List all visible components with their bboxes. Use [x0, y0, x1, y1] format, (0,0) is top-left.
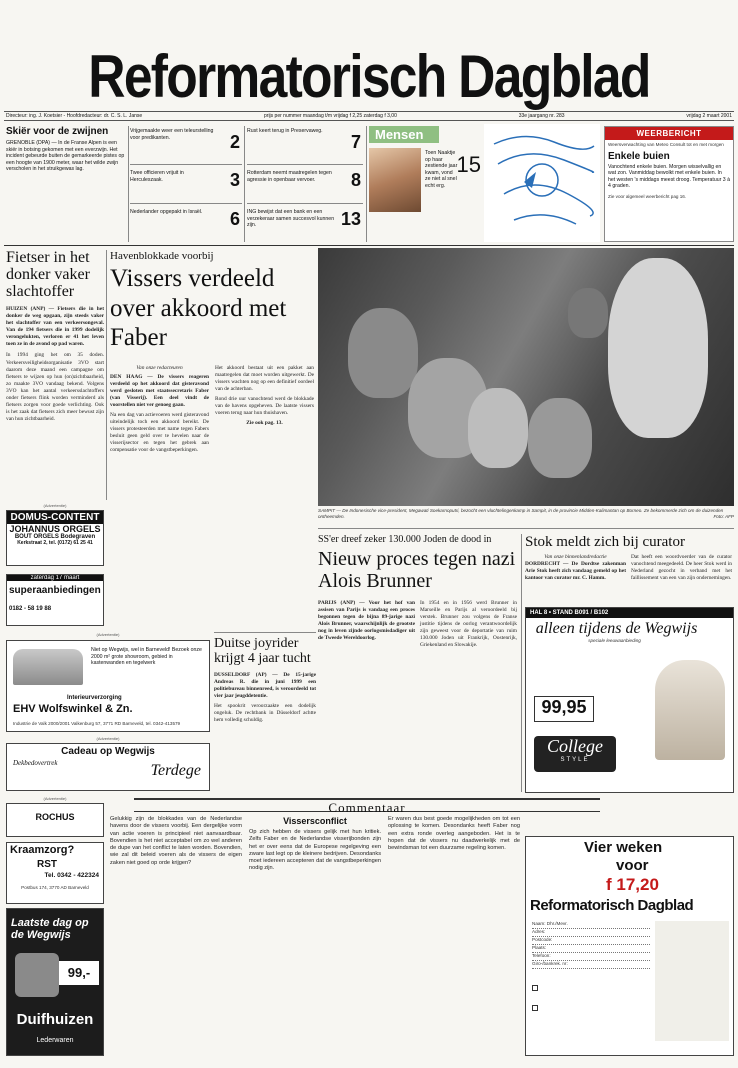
ad-vier-sidebar — [655, 921, 729, 1041]
article-brunner[interactable] — [318, 534, 518, 792]
article-vissers-body2: Het akkoord bestaat uit een pakket aan maatregelen dat moet worden uitgewerkt. De vissers wachten nog op een definitief oordeel van de achterban. — [215, 364, 314, 392]
commentaar-band — [134, 798, 600, 815]
ad-college-head: HAL 8 • STAND B091 / B102 — [526, 608, 733, 618]
ad-kraamzorg[interactable] — [6, 842, 104, 904]
newspaper-title: Reformatorisch Dagblad — [88, 43, 650, 110]
article-brunner-kicker: SS'er dreef zeker 130.000 Joden de dood in — [318, 534, 492, 545]
ad-duif-sub: Lederwaren — [36, 1037, 74, 1044]
ad-duif-bag — [15, 953, 59, 997]
form-field-naam[interactable]: Naam: Dhr./Mevr. — [532, 921, 650, 929]
mensen-photo — [369, 148, 421, 212]
weather-body: Vanochtend enkele buien. Morgen wisselvallig en wat zon. Vanmiddag bewolkt met enkele buien. In het westen 's middags meest droog. Temperatuur 3 à 4 graden. — [608, 163, 731, 190]
weather-title: Enkele buien — [608, 150, 670, 162]
ad-domus-address: Kerkstraat 2, tel. (0172) 61 25 41 — [17, 540, 93, 546]
weather-header: WEERBERICHT — [605, 127, 733, 140]
teaser-6-page: 6 — [229, 209, 240, 229]
teaser-ski-title: Skiër voor de zwijnen — [6, 126, 109, 137]
article-curator[interactable] — [525, 534, 734, 604]
ad-ehv-sub: Interieurverzorging — [67, 695, 122, 701]
ad-vier-form[interactable] — [532, 921, 650, 969]
photo-credit: Foto: AFP — [713, 513, 734, 519]
ad-domus-sub: JOHANNUS ORGELS — [9, 524, 101, 534]
masthead — [4, 18, 734, 110]
teaser-ski[interactable] — [6, 126, 126, 242]
ad-ehv-sofa — [13, 649, 83, 685]
ad-domus[interactable] — [6, 510, 104, 566]
article-fietser-headline: Fietser in het donker vaker slachtoffer — [6, 250, 90, 300]
info-directors: Directeur: ing. J. Koetsier - Hoofdredacteur: dr. C. S. L. Janse — [6, 113, 143, 119]
form-field-plaats[interactable]: Plaats: — [532, 945, 650, 953]
ad-rochus-name: ROCHUS — [35, 812, 75, 822]
mensen-page: 15 — [456, 152, 481, 177]
ad-duif-brand: Duifhuizen — [16, 1011, 94, 1028]
ad-ehv-wolfswinkel[interactable] — [6, 640, 210, 732]
article-joyrider[interactable] — [214, 636, 316, 794]
ad-label-domus: (Advertentie) — [43, 503, 67, 508]
ad-vier-weken[interactable] — [525, 836, 734, 1056]
info-price: prijs per nummer maandag t/m vrijdag f 2,25 zaterdag f 3,00 — [264, 113, 397, 119]
ad-college-style-text: STYLE — [560, 757, 590, 763]
teaser-7-page: 7 — [350, 132, 361, 152]
article-vissers-body1: Na een dag van actievoeren werd gisteravond uiteindelijk toch een akkoord bereikt. De vissers protesteerden met name tegen Fabers besluit geen geld over te hevelen naar de visserijsector en tegen het gebrek aan compensatie voor de vangstbeperkingen. — [110, 411, 209, 453]
form-field-adres[interactable]: Adres: — [532, 929, 650, 937]
form-field-rekening[interactable]: Giro-/bankrek. nr: — [532, 961, 650, 969]
ad-duif-price-box — [59, 961, 99, 985]
teaser-2[interactable] — [130, 128, 242, 164]
ad-terdege-brand: Terdege — [150, 762, 201, 779]
article-curator-headline: Stok meldt zich bij curator — [525, 534, 685, 550]
article-vissers-headline: Vissers verdeeld over akkoord met Faber — [110, 265, 287, 351]
ad-domus-title: DOMUS-CONTENT — [7, 511, 103, 524]
commentaar-col1: Gelukkig zijn de blokkades van de Nederlandse havens door de vissers voorbij. Een dergelijke vorm van actie voeren is principieel niet aanvaardbaar. Bovendien is het niet acceptabel om zo wel anderen de dupe van het conflict te laten worden. Bovendien, wie zal dit beleid voeren als de vissers de eigen zaken niet goed op orde krijgen? — [110, 816, 242, 866]
teaser-2-page: 2 — [229, 132, 240, 152]
photo-caption-text: SAMPIT — De Indonesische vice-president, Megawati Soekarnoputri, bezocht een vluchtelingenkamp in Sampit, in de provincie Midden-Kalimantan op Borneo. Ze bekommerde zich om de duizenden ontheemden. — [318, 508, 724, 519]
teaser-13[interactable] — [247, 205, 363, 241]
ad-duif-price: 99,- — [67, 965, 91, 980]
article-vissers-kicker: Havenblokkade voorbij — [110, 250, 214, 262]
teaser-13-text: ING bewijst dat een bank en een verzekeraar samen succesvol kunnen zijn. — [247, 209, 335, 228]
ad-college-title: alleen tijdens de Wegwijs — [535, 620, 698, 637]
article-vissers-byline: Van onze redacteuren — [136, 364, 183, 371]
commentaar-col3: Er waren dus best goede mogelijkheden om tot een oplossing te komen. Desondanks heeft Faber nog een extra ronde overleg aangeboden. Het is te hopen dat de vissers nu daadwerkelijk met de bewindsman tot een duurzame regeling komen. — [388, 816, 520, 852]
article-curator-byline: Van onze binnenlandredactie — [544, 553, 607, 560]
weather-footer: Zie voor algemeel weerbericht pag 16. — [608, 193, 687, 199]
ad-domus-sub2: BOUT ORGELS Bodegraven — [14, 534, 96, 540]
teaser-8[interactable] — [247, 166, 363, 202]
ad-college-brand: College — [547, 736, 603, 756]
weather-box — [604, 126, 734, 242]
ad-label-ehv: (Advertentie) — [96, 632, 120, 637]
ad-college-style[interactable] — [525, 607, 734, 793]
article-fietser-body: In 1994 ging het om 35 doden. Verkeersveiligheidsorganisatie 3VO start daarom deze maand een campagne om fietsers te wijzen op hun (on)zichtbaarheid, zo maakte 3VO vandaag bekend. Volgens 3VO kan het aantal verkeersslachtoffers onder fietsers flink worden verminderd als fietsers zorgen voor goede verlichting. Ook is het zaak dat fietsers zich meer bewust zijn van hun zichtbaarheid. — [6, 352, 104, 422]
article-vissers[interactable] — [110, 250, 314, 628]
ad-college-price: 99,95 — [541, 697, 587, 717]
photo-caption — [318, 508, 734, 526]
teaser-8-page: 8 — [350, 170, 361, 190]
ad-superaanbieding[interactable] — [6, 574, 104, 626]
ad-college-photo — [655, 660, 725, 760]
teaser-8-text: Rotterdam neemt maatregelen tegen agressie in openbaar vervoer. — [247, 170, 332, 183]
ad-super-title: zaterdag 17 maart — [7, 575, 103, 581]
ad-label-terdege: (Advertentie) — [96, 736, 120, 741]
ad-vier-checkbox-2[interactable] — [532, 1005, 538, 1011]
teaser-3-text: Twee officieren vrijuit in Herculeszaak. — [130, 170, 184, 183]
ad-rochus[interactable] — [6, 803, 104, 837]
form-field-telefoon[interactable]: Telefoon: — [532, 953, 650, 961]
ad-kraam-tel: Tel. 0342 - 422324 — [44, 872, 99, 879]
teaser-7[interactable] — [247, 128, 363, 164]
teaser-3-page: 3 — [229, 170, 240, 190]
teaser-6-text: Nederlander opgepakt in Israël. — [130, 209, 203, 215]
article-vissers-more[interactable]: Zie ook pag. 13. — [246, 419, 283, 426]
teaser-ski-body: GRENOBLE (DPA) — In de Franse Alpen is een skiër in botsing gekomen met een everzwijn. Het incident gebeurde buiten de gemarkeerde pistes op een hoogte van 1900 meter, waar het wilde zwijn verscholen in het struikgewas lag. — [6, 140, 125, 172]
ad-vier-brand: Reformatorisch Dagblad — [530, 897, 694, 914]
ad-college-logo — [534, 736, 616, 772]
news-photo-sampit — [318, 248, 734, 506]
ad-terdege-title: Cadeau op Wegwijs — [61, 746, 155, 757]
ad-vier-price: f 17,20 — [606, 875, 659, 894]
article-joyrider-headline: Duitse joyrider krijgt 4 jaar tucht — [214, 636, 311, 667]
commentaar-article[interactable] — [110, 816, 522, 1056]
mensen-title: Mensen — [369, 126, 439, 143]
masthead-infobar — [4, 111, 734, 121]
weather-map — [484, 124, 600, 242]
teaser-2-text: Vrijgemaakte weer een teleurstelling voor predikanten. — [130, 128, 214, 141]
ad-college-price-box — [534, 696, 594, 722]
article-fietser-lead: HUIZEN (ANP) — Fietsers die in het donker de weg opgaan, zijn steeds vaker het slachtoffer van een verkeersongeval. Van de 194 fietsers die in 1999 dodelijk verongelukten, verloren er 41 het leven toen ze in de avond op pad waren. — [6, 306, 104, 348]
ad-college-sub: speciale leeuwaanbieding — [588, 637, 641, 643]
teaser-mensen[interactable] — [369, 126, 481, 242]
info-date: vrijdag 2 maart 2001 — [686, 113, 732, 119]
ad-super-footer: 0182 - 58 19 88 — [9, 606, 52, 612]
form-field-postcode[interactable]: Postcode: — [532, 937, 650, 945]
article-brunner-headline: Nieuw proces tegen nazi Alois Brunner — [318, 548, 516, 592]
ad-vier-title1: Vier weken — [584, 839, 663, 856]
commentaar-band-title: Commentaar — [328, 800, 406, 815]
ad-ehv-top: Niet op Wegwijs, wel in Barneveld! Bezoek onze 2000 m² grote showroom, gebied in kastenwanden en tegelwerk — [91, 647, 202, 666]
article-vissers-body3: Rond drie uur vanochtend werd de blokkade van de havens opgeheven. De laatste vissers voeren terug naar hun thuishaven. — [215, 395, 314, 416]
teaser-13-page: 13 — [340, 209, 361, 229]
info-volume: 33e jaargang nr. 283 — [518, 113, 565, 119]
article-curator-body: Dat heeft een woordvoerder van de curator vanochtend meegedeeld. De heer Stok werd in Nederland gezocht in verband met het faillissement van een van zijn ondernemingen. — [631, 553, 732, 581]
ad-terdege[interactable] — [6, 743, 210, 791]
ad-terdege-sub: Dekbedovertrek — [13, 759, 58, 767]
ad-ehv-name: EHV Wolfswinkel & Zn. — [13, 703, 133, 715]
ad-kraam-address: Postbus 174, 3770 AD Barneveld — [21, 885, 89, 890]
article-curator-lead: DORDRECHT — De Dordtse zakenman Arie Stok heeft zich vandaag gemeld op het kantoor van curator mr. C. Hamm. — [525, 560, 626, 581]
article-joyrider-lead: DUSSELDORF (AP) — De 15-jarige Andreas R. die in juni 1999 een politiebureau binnenreed, is veroordeeld tot vier jaar jeugddetentie. — [214, 671, 316, 699]
ad-vier-checkbox-1[interactable] — [532, 985, 538, 991]
article-vissers-lead: DEN HAAG — De vissers reageren verdeeld op het akkoord dat gisteravond werd gesloten met staatssecretaris Faber (van Visserij). Een deel vindt de voorstellen niet ver genoeg gaan. — [110, 373, 209, 408]
ad-super-big: superaanbiedingen — [9, 585, 101, 596]
commentaar-title: Vissersconflict — [283, 816, 347, 826]
article-brunner-body: In 1954 en in 1956 werd Brunner in Marseille en Parijs al veroordeeld bij verstek. Brunner zou volgens de Franse justitie tijdens de oorlog verantwoordelijk zijn geweest voor de deportatie van ruim 130.000 Joden uit Frankrijk, Oostenrijk, Griekenland en Slowakije. — [420, 600, 517, 649]
ad-kraam-title: Kraamzorg? — [10, 844, 75, 856]
ad-label-rochus: (Advertentie) — [43, 796, 67, 801]
teaser-6[interactable] — [130, 205, 242, 241]
mensen-text: Toen Naaktje op haar zestiende jaar kwam, vond ze niet al snel echt erg. — [425, 150, 458, 189]
article-fietser[interactable] — [6, 250, 104, 508]
weather-map-graphic — [484, 124, 600, 242]
weather-intro: Weersverwachting van Meteo Consult tot en met morgen — [608, 142, 724, 147]
commentaar-col2: Op zich hebben de vissers gelijk met hun kritiek. Zelfs Faber en de Nederlandse visserijbonden zijn het er over eens dat de Europese regelgeving een zware last legt op de kleinere bedrijven. Desondanks moet iedereen accepteren dat de vangstbeperkingen nodig zijn. — [249, 829, 381, 872]
ad-ehv-address: Industrie de Valk 2000/2001 Valkenburg 57, 3771 RD Barneveld, tel. 0342-413579 — [13, 721, 181, 726]
article-brunner-lead: PARIJS (ANP) — Voor het hof van assisen van Parijs is vandaag een proces begonnen tegen de bijna 89-jarige nazi Alois Brunner, waarschijnlijk de grootste nog in leven zijnde oorlogsmisdadiger uit de Tweede Wereldoorlog. — [318, 600, 415, 642]
ad-duif-title: Laatste dag op de Wegwijs — [11, 917, 89, 942]
teaser-3[interactable] — [130, 166, 242, 202]
article-joyrider-body: Het spookrit veroorzaakte een dodelijk ongeluk. De rechtbank in Düsseldorf achtte hem volledig schuldig. — [214, 702, 316, 723]
ad-vier-title2: voor — [616, 857, 649, 874]
ad-kraam-brand: RST — [37, 859, 57, 870]
ad-duifhuizen[interactable] — [6, 908, 104, 1056]
teaser-7-text: Rust keert terug in Preservaweg. — [247, 128, 323, 134]
